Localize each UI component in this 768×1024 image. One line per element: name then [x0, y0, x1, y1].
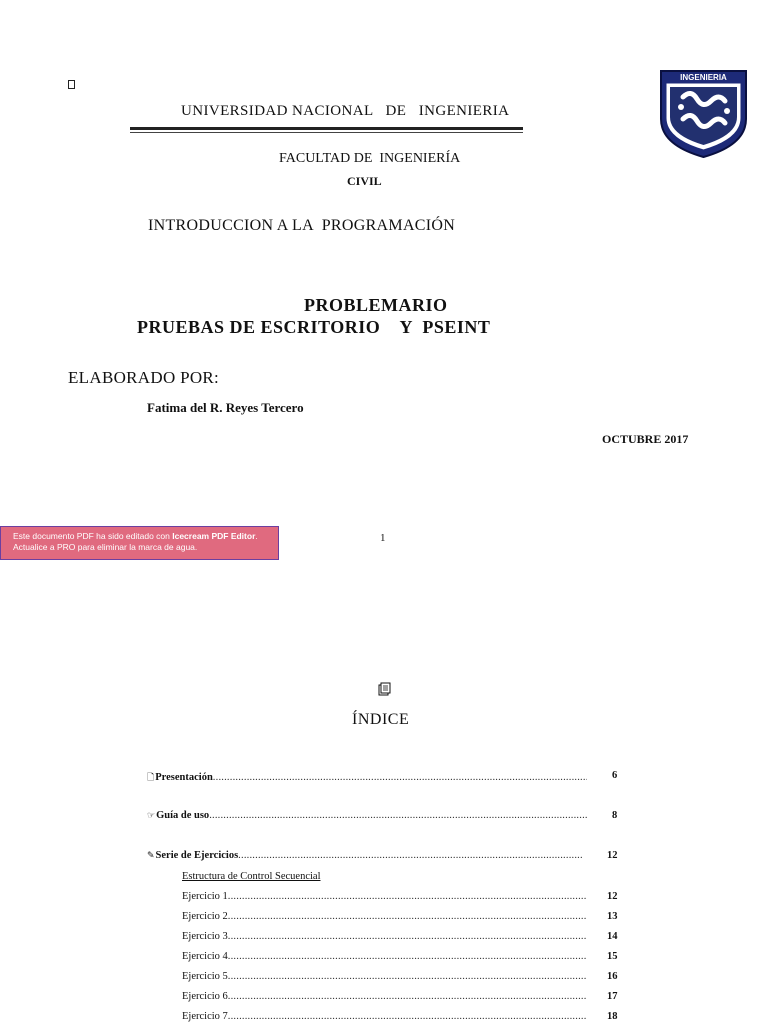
toc-page-number: 14 — [607, 931, 618, 942]
toc-page-number: 8 — [612, 810, 618, 821]
title-rule-thin — [130, 132, 523, 133]
toc-page-number: 12 — [607, 850, 618, 861]
toc-leader-dots — [228, 1011, 587, 1022]
toc-leader-dots — [238, 850, 583, 861]
toc-entry-label: Ejercicio 6 — [182, 991, 228, 1002]
toc-page-number: 6 — [612, 770, 618, 781]
toc-entry-ejercicio-5[interactable] — [182, 971, 587, 982]
toc-entry-ejercicio-3[interactable] — [182, 931, 587, 942]
toc-entry-label: Serie de Ejercicios — [155, 850, 239, 861]
toc-leader-dots — [228, 991, 587, 1002]
toc-entry-label: Ejercicio 5 — [182, 971, 228, 982]
toc-entry-ejercicio-6[interactable] — [182, 991, 587, 1002]
toc-entry-ejercicio-2[interactable] — [182, 911, 587, 922]
document-icon: 🗋 — [147, 773, 155, 783]
department-name: CIVIL — [347, 174, 382, 188]
author-name: Fatima del R. Reyes Tercero — [147, 400, 304, 415]
course-name: INTRODUCCION A LA PROGRAMACIÓN — [148, 217, 456, 234]
toc-entry-label: Guía de uso — [156, 810, 210, 821]
watermark-line-2: Actualice a PRO para eliminar la marca de agua. — [13, 542, 198, 552]
toc-entry-guia-de-uso[interactable] — [147, 810, 587, 821]
index-title: ÍNDICE — [352, 711, 410, 728]
toc-page-number: 17 — [607, 991, 618, 1002]
watermark-line-1: Este documento PDF ha sido editado con Icecream PDF Editor. — [13, 531, 258, 541]
page-number: 1 — [380, 532, 386, 544]
toc-leader-dots — [228, 931, 587, 942]
toc-entry-ejercicio-4[interactable] — [182, 951, 587, 962]
pencil-icon: ✎ — [147, 851, 155, 861]
toc-leader-dots — [213, 772, 587, 783]
toc-entry-ejercicio-7[interactable] — [182, 1011, 587, 1022]
watermark-banner[interactable] — [0, 526, 279, 560]
university-title: UNIVERSIDAD NACIONAL DE INGENIERIA — [181, 103, 510, 119]
toc-entry-label: Ejercicio 4 — [182, 951, 228, 962]
crest-text: INGENIERIA — [680, 73, 727, 82]
toc-leader-dots — [228, 911, 587, 922]
toc-entry-label: Ejercicio 2 — [182, 911, 228, 922]
toc-entry-label: Ejercicio 1 — [182, 891, 228, 902]
book-icon — [377, 682, 391, 696]
toc-entry-label: Ejercicio 7 — [182, 1011, 228, 1022]
toc-entry-ejercicio-1[interactable] — [182, 891, 587, 902]
title-rule — [130, 127, 523, 130]
document-subtitle: PRUEBAS DE ESCRITORIO Y PSEINT — [137, 317, 491, 337]
toc-page-number: 15 — [607, 951, 618, 962]
university-crest-logo — [657, 67, 750, 159]
document-icon — [68, 80, 75, 89]
faculty-name: FACULTAD DE INGENIERÍA — [279, 151, 461, 166]
toc-entry-label: Ejercicio 3 — [182, 931, 228, 942]
prepared-by-label: ELABORADO POR: — [68, 368, 220, 387]
pointing-hand-icon: ☞ — [147, 811, 156, 821]
toc-section-heading[interactable]: Estructura de Control Secuencial — [182, 871, 321, 882]
document-date: OCTUBRE 2017 — [602, 432, 689, 446]
toc-leader-dots — [228, 951, 587, 962]
toc-page-number: 18 — [607, 1011, 618, 1022]
toc-page-number: 16 — [607, 971, 618, 982]
toc-entry-presentacion[interactable] — [147, 770, 587, 786]
document-title: PROBLEMARIO — [304, 295, 448, 315]
toc-entry-label: Presentación — [155, 772, 213, 783]
toc-entry-serie-de-ejercicios[interactable] — [147, 850, 583, 861]
toc-leader-dots — [228, 891, 587, 902]
toc-leader-dots — [209, 810, 587, 821]
toc-page-number: 13 — [607, 911, 618, 922]
toc-leader-dots — [228, 971, 587, 982]
toc-page-number: 12 — [607, 891, 618, 902]
